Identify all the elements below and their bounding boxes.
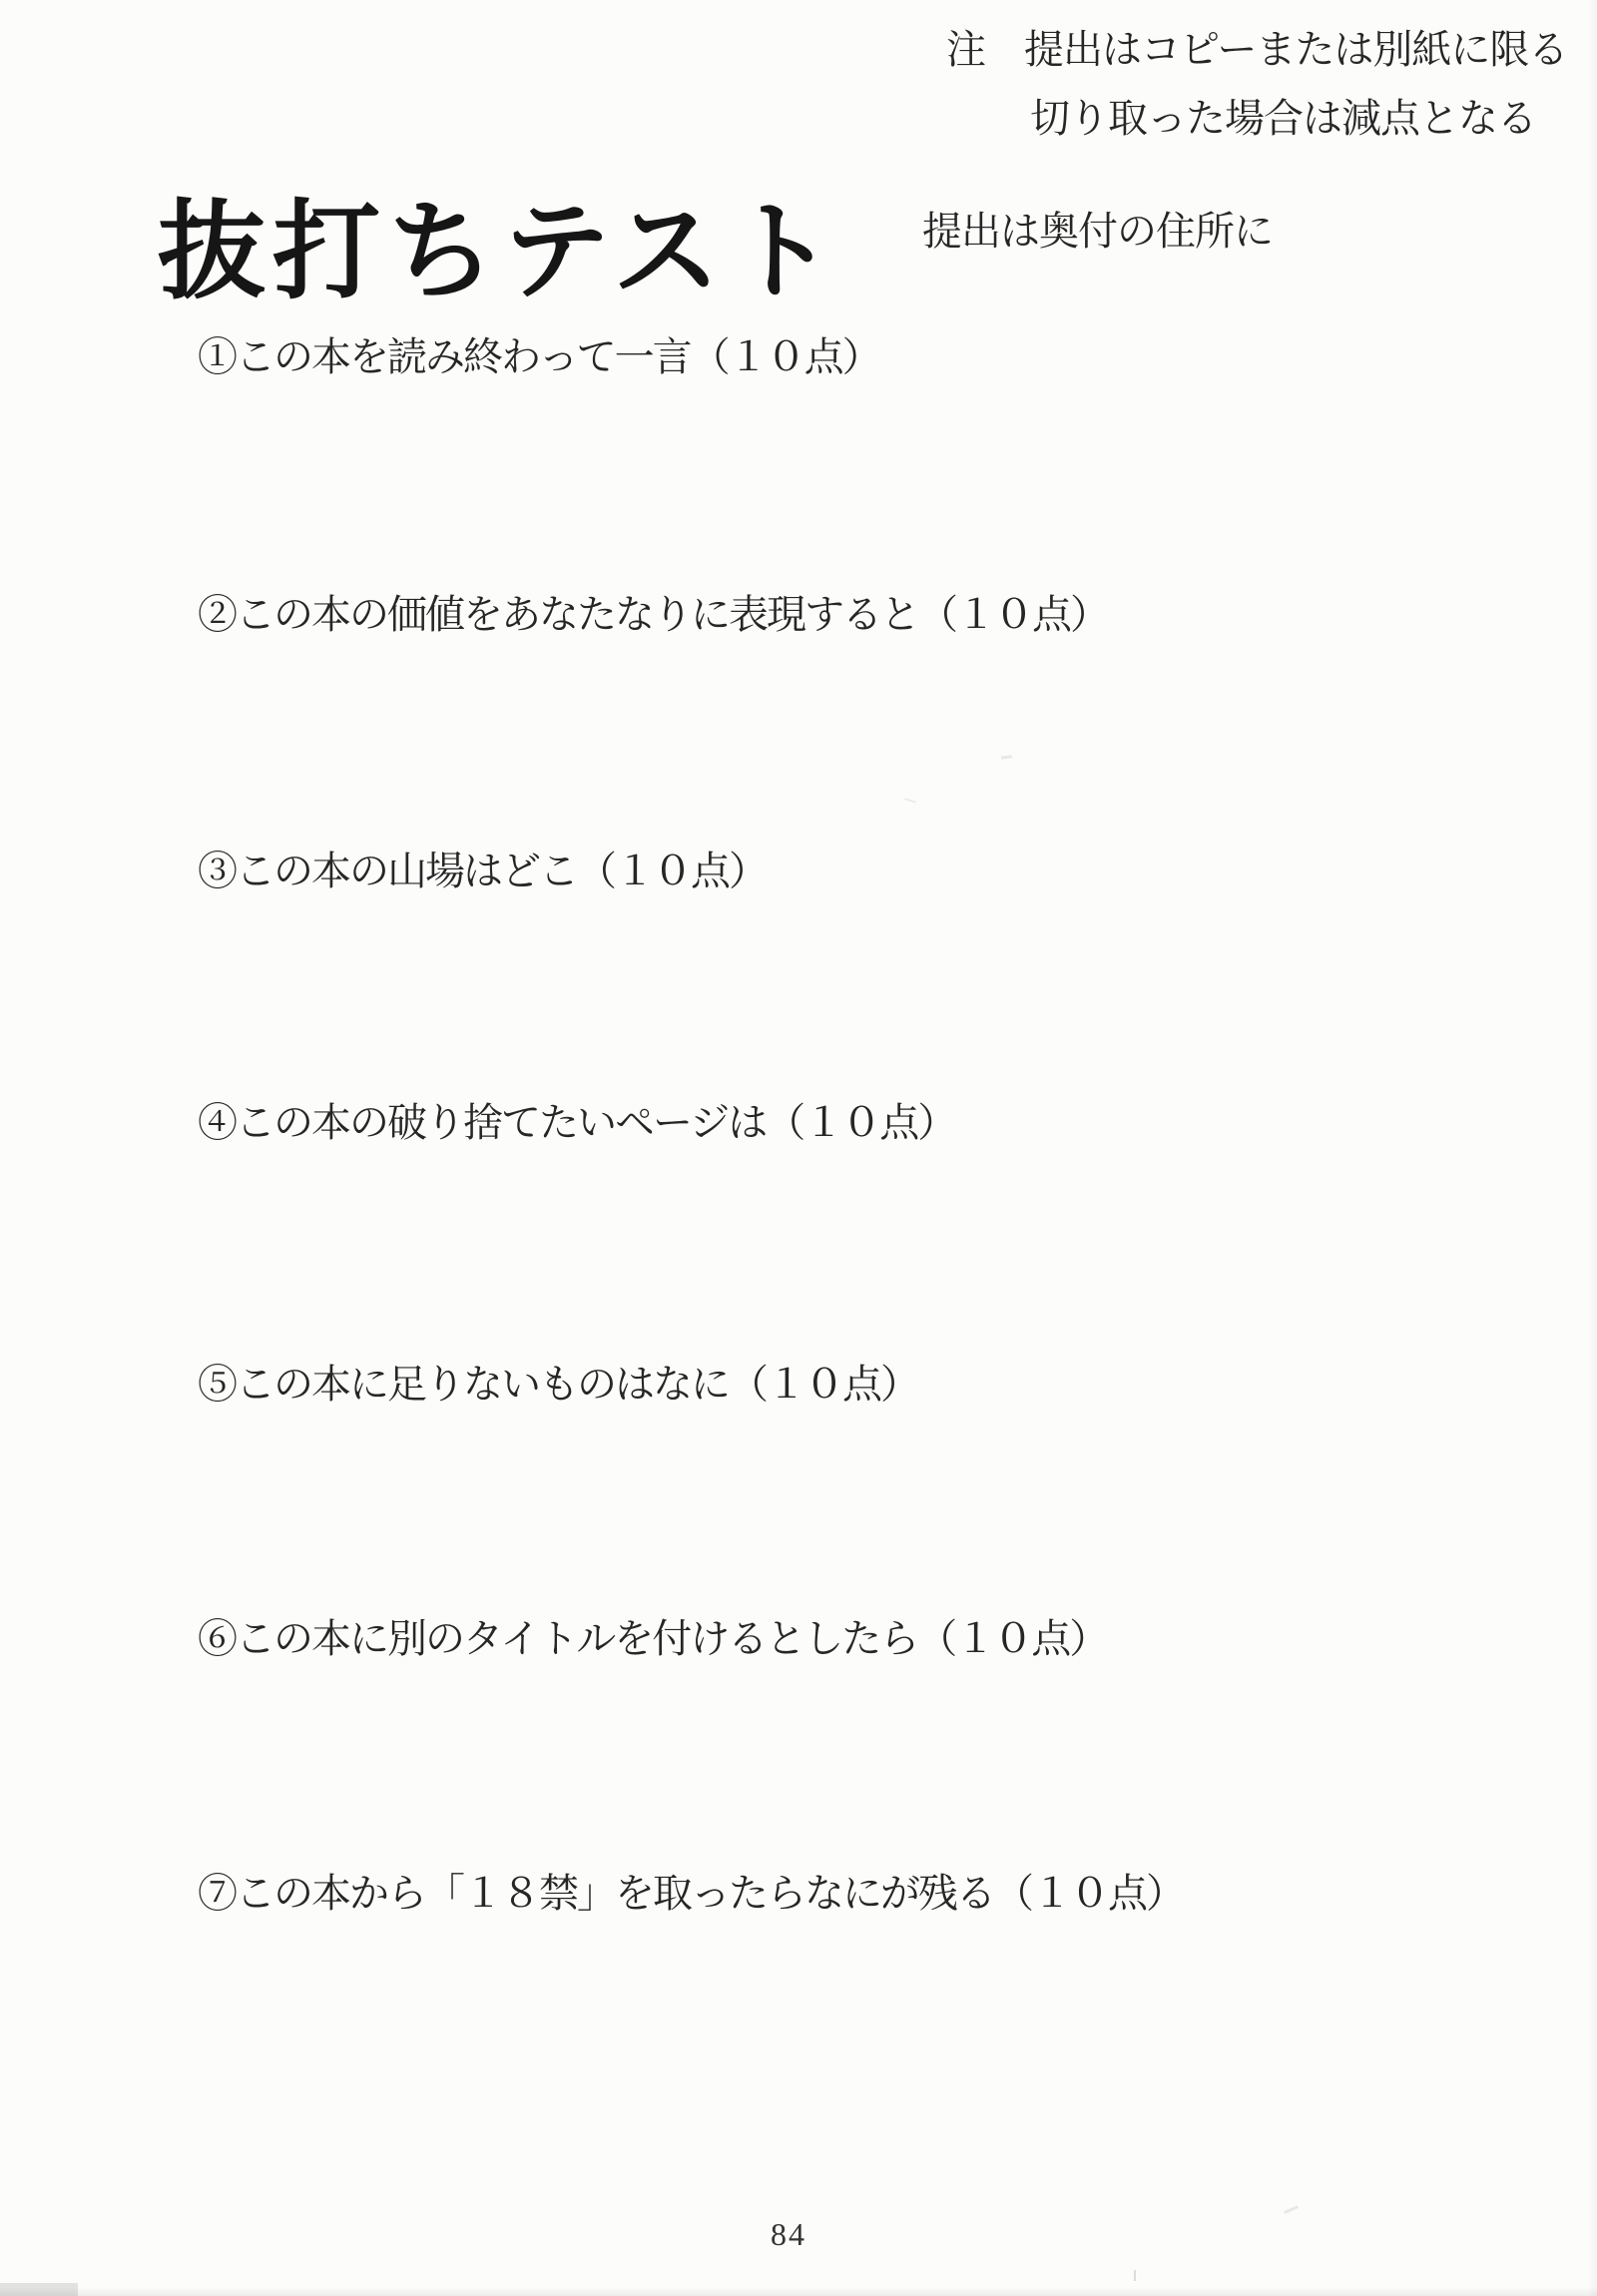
page-number: 84: [771, 2216, 806, 2252]
scan-edge-shadow-right: [1587, 0, 1597, 2296]
question-3: ③この本の山場はどこ（１０点）: [198, 849, 767, 893]
question-1: ①この本を読み終わって一言（１０点）: [198, 334, 880, 379]
scan-edge-shadow-bottom: [0, 2287, 1597, 2296]
page-title: 抜打ちテスト: [158, 194, 842, 313]
submission-note-line-2: 切り取った場合は減点となる: [1030, 96, 1536, 141]
question-4: ④この本の破り捨てたいページは（１０点）: [198, 1100, 956, 1145]
scan-artifact: [904, 798, 916, 804]
question-6: ⑥この本に別のタイトルを付けるとしたら（１０点）: [198, 1616, 1108, 1661]
question-7: ⑦この本から「１８禁」を取ったらなにが残る（１０点）: [198, 1871, 1184, 1916]
submission-note-line-3: 提出は奥付の住所に: [922, 209, 1273, 254]
scan-artifact: [1001, 755, 1012, 760]
question-2: ②この本の価値をあなたなりに表現すると（１０点）: [198, 592, 1108, 637]
question-5: ⑤この本に足りないものはなに（１０点）: [198, 1362, 918, 1407]
scan-artifact: [1284, 2205, 1299, 2214]
scan-corner-shadow: [0, 2283, 78, 2296]
scan-artifact: [1134, 2270, 1136, 2281]
submission-note-line-1: 注 提出はコピーまたは別紙に限る: [946, 27, 1568, 72]
